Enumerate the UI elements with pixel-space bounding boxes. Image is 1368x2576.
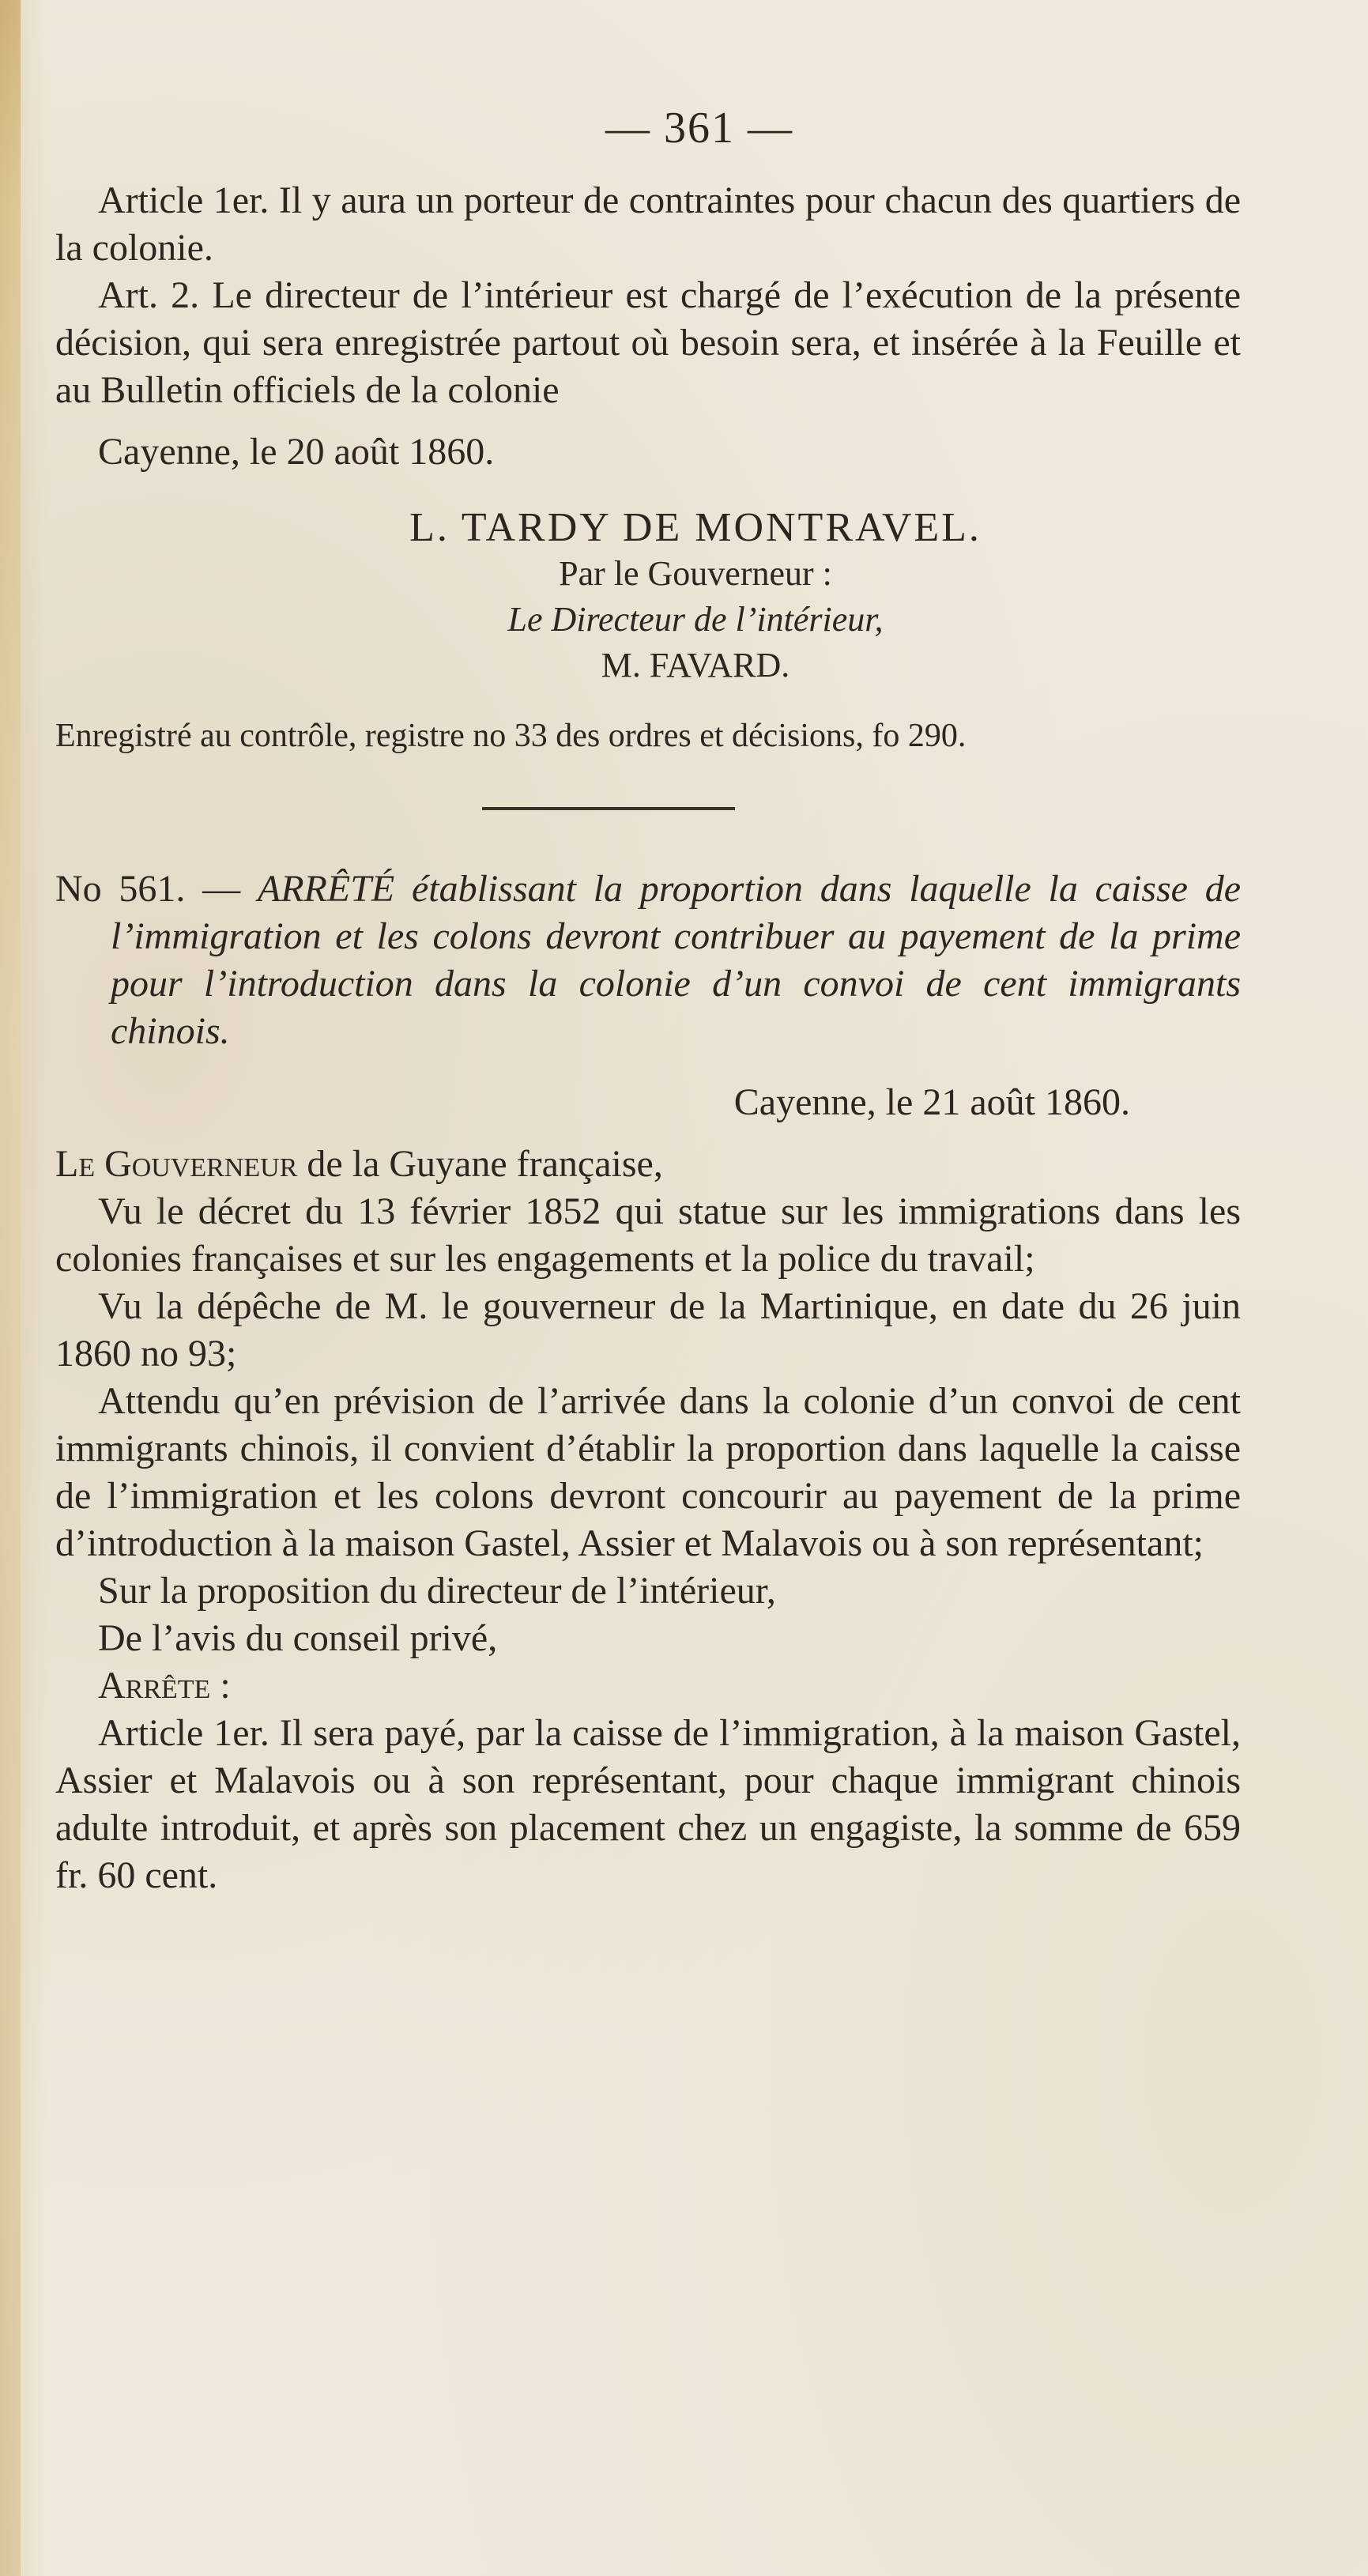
page-number: — 361 — xyxy=(605,104,793,153)
registration-note: Enregistré au contrôle, registre no 33 des ordres et décisions, fo 290. xyxy=(55,718,967,754)
sur-proposition: Sur la proposition du directeur de l’intérieur, xyxy=(98,1570,776,1612)
decision-article-1: Article 1er. Il y aura un porteur de contraintes pour chacun des quartiers de la colonie. xyxy=(55,179,1241,269)
par-le-gouverneur: Par le Gouverneur : xyxy=(559,554,832,593)
countersignatory-name: M. FAVARD. xyxy=(601,646,790,685)
vu-depeche: Vu la dépêche de M. le gouverneur de la Martinique, en date du 26 juin 1860 no 93; xyxy=(55,1285,1241,1375)
arrete-number: No 561. — xyxy=(55,868,241,910)
signatory-name: L. TARDY DE MONTRAVEL. xyxy=(409,505,982,550)
decision-article-2: Art. 2. Le directeur de l’intérieur est chargé de l’exécution de la présente décision, qui sera enregistrée partout où besoin sera, et insérée à la Feuille et au Bulletin officiels de la colonie xyxy=(55,274,1241,411)
issuer-prefix: Le Gouverneur xyxy=(55,1143,298,1185)
arrete-label: Arrête : xyxy=(98,1665,231,1707)
section-divider xyxy=(482,807,735,810)
avis-conseil: De l’avis du conseil privé, xyxy=(98,1617,498,1659)
arrete-article-1: Article 1er. Il sera payé, par la caisse de l’immigration, à la maison Gastel, Assier et Malavois ou à son représentant, pour chaque immigrant chinois adulte introduit, et après son placement chez un engagiste, la somme de 659 fr. 60 cent. xyxy=(55,1712,1241,1896)
director-role: Le Directeur de l’intérieur, xyxy=(507,600,884,639)
issuer-suffix: de la Guyane française, xyxy=(297,1143,663,1185)
vu-decret: Vu le décret du 13 février 1852 qui statue sur les immigrations dans les colonies françaises et sur les engagements et la police du travail; xyxy=(55,1190,1241,1280)
page-text xyxy=(55,103,1241,1899)
arrete-title: ARRÊTÉ établissant la proportion dans laquelle la caisse de l’immigration et les colons devront contribuer au payement de la prime pour l’introduction dans la colonie d’un convoi de cent immigrants chinois. xyxy=(111,868,1241,1052)
arrete-heading xyxy=(55,866,1241,1055)
attendu: Attendu qu’en prévision de l’arrivée dans la colonie d’un convoi de cent immigrants chinois, il convient d’établir la proportion dans laquelle la caisse de l’immigration et les colons devront concourir au payement de la prime d’introduction à la maison Gastel, Assier et Malavois ou à son représentant; xyxy=(55,1380,1241,1564)
arrete-issuer xyxy=(55,1141,1241,1188)
arrete-place-date: Cayenne, le 21 août 1860. xyxy=(733,1081,1130,1123)
page-edge-stain xyxy=(0,0,21,2576)
decision-place-date: Cayenne, le 20 août 1860. xyxy=(98,431,495,473)
